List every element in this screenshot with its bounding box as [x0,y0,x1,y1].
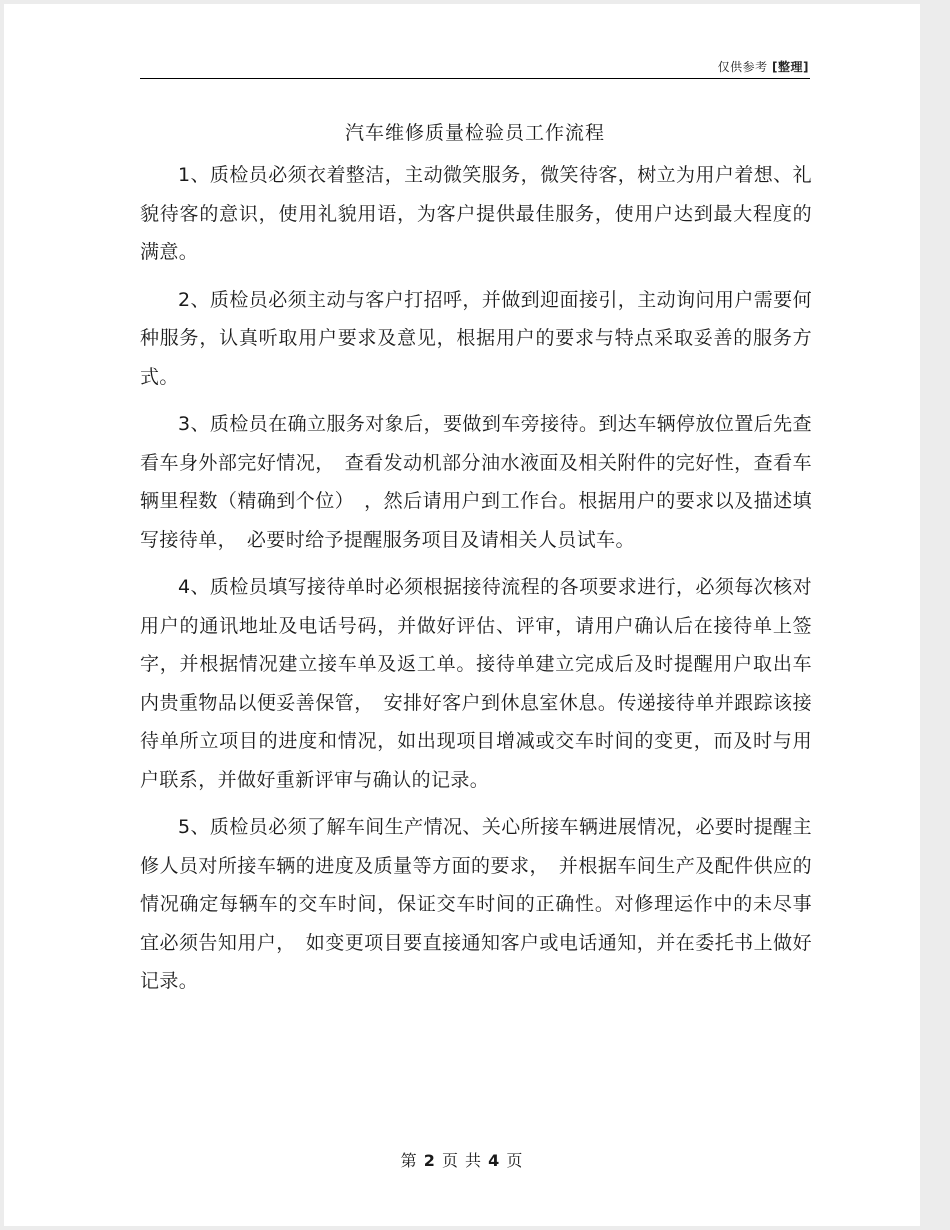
footer-middle: 页 共 [441,1151,483,1170]
page-header [718,58,809,75]
paragraph-4: 4、质检员填写接待单时必须根据接待流程的各项要求进行，必须每次核对用户的通讯地址及电话号码，并做好评估、评审，请用户确认后在接待单上签字，并根据情况建立接车单及返工单。接待单建立完成后及时提醒用户取出车内贵重物品以便妥善保管， 安排好客户到休息室休息。传递接待单并跟踪该接待单所立项目的进度和情况，如出现项目增减或交车时间的变更，而及时与用户联系，并做好重新评审与确认的记录。 [140,576,812,791]
footer-suffix: 页 [506,1151,524,1170]
current-page-number: 2 [423,1151,436,1170]
header-label: 仅供参考 [717,60,768,74]
header-divider [140,78,810,79]
footer-prefix: 第 [400,1151,418,1170]
paragraph-5: 5、质检员必须了解车间生产情况、关心所接车辆进展情况，必要时提醒主修人员对所接车辆的进度及质量等方面的要求， 并根据车间生产及配件供应的情况确定每辆车的交车时间，保证交车时间的正确性。对修理运作中的未尽事宜必须告知用户， 如变更项目要直接通知客户或电话通知，并在委托书上做好记录。 [140,816,812,992]
page-footer [4,1148,920,1171]
header-tag: [整理] [772,60,809,74]
paragraph-1: 1、质检员必须衣着整洁，主动微笑服务，微笑待客，树立为用户着想、礼貌待客的意识，使用礼貌用语，为客户提供最佳服务，使用户达到最大程度的满意。 [140,164,812,263]
document-page [4,4,920,1226]
paragraph-2: 2、质检员必须主动与客户打招呼，并做到迎面接引，主动询问用户需要何种服务，认真听取用户要求及意见，根据用户的要求与特点采取妥善的服务方式。 [140,288,812,388]
document-body [140,156,812,1010]
total-page-number: 4 [488,1151,501,1170]
document-title: 汽车维修质量检验员工作流程 [344,122,605,144]
paragraph-3: 3、质检员在确立服务对象后，要做到车旁接待。到达车辆停放位置后先查看车身外部完好情况， 查看发动机部分油水液面及相关附件的完好性，查看车辆里程数（精确到个位） ，然后请用户到工作台。根据用户的要求以及描述填写接待单， 必要时给予提醒服务项目及请相关人员试车。 [140,413,812,551]
